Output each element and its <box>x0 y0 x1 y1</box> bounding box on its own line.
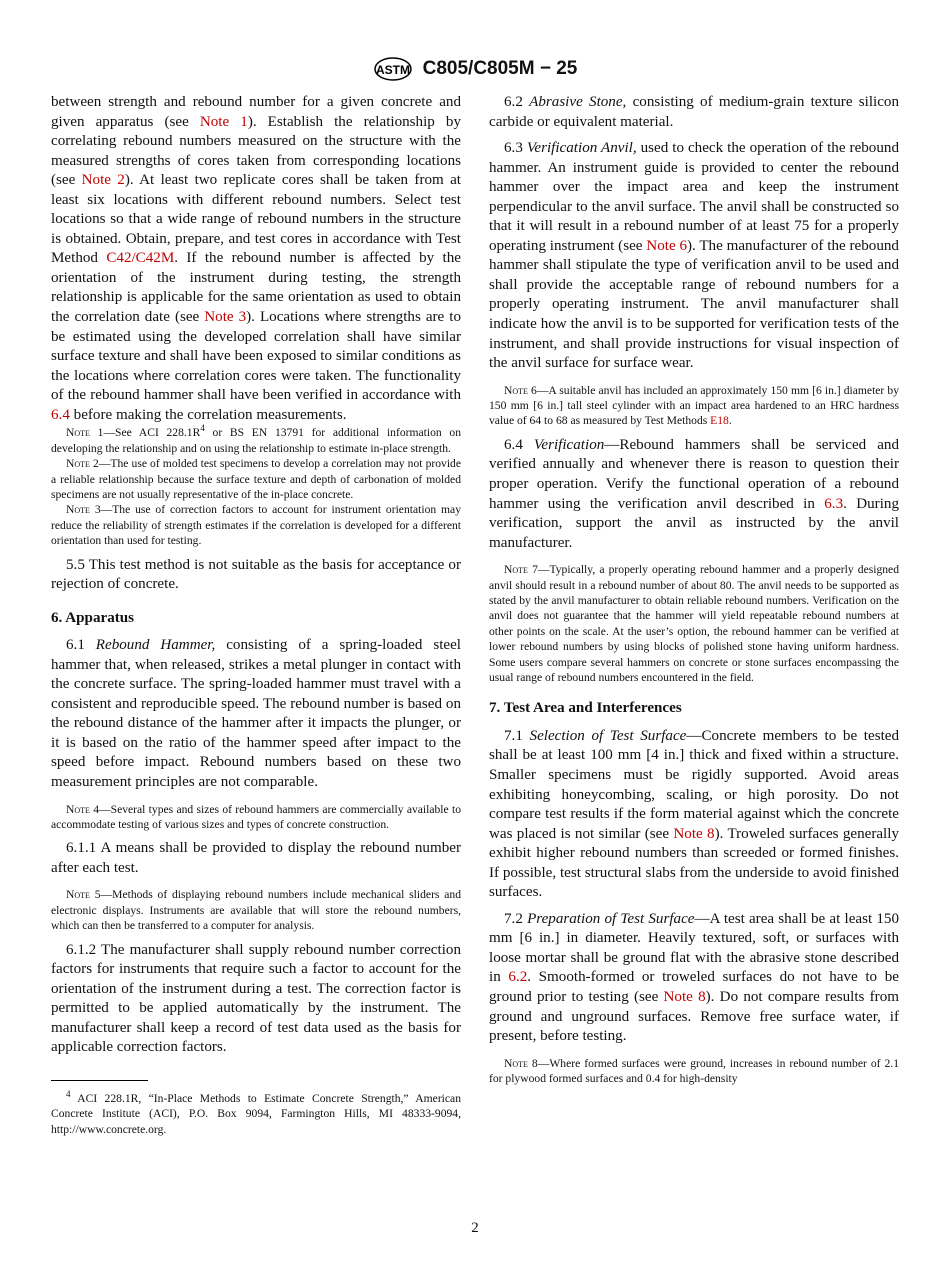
text-run: —A test area shall be at least 150 mm [6 in.] in diameter. Heavily textured, soft, or surfaces with loose mortar shall be ground flat with the abrasive stone described in <box>489 910 900 986</box>
text-run: 3—The use of correction factors to account for instrument orientation may reduce the reliability of strength estimates if the correlation is developed for a different orientation than used for testing. <box>51 503 461 548</box>
text-run: ). Establish the relationship by correlating rebound numbers measured on the structure with the measured strengths of cores taken from corresponding locations (see <box>51 113 461 189</box>
body-paragraph <box>489 436 899 553</box>
astm-logo <box>373 56 413 82</box>
footnote-marker: 4 <box>200 423 205 434</box>
body-paragraph <box>489 727 899 903</box>
text-run: 6.1.2 The manufacturer shall supply rebound number correction factors for instruments that require such a factor to account for the orientation of the instrument during a test. The correction factor is permitted to be applied automatically by the instrument. The manufacturer shall keep a record of test data used as the basis for applicable correction factors. <box>51 941 461 1056</box>
italic-term: Verification Anvil, <box>526 140 637 157</box>
text-run: —Rebound hammers shall be serviced and verified annually and whenever there is reason to question their proper operation. Verify the functional operation of a rebound hammer using the verification anvil described in <box>489 436 899 512</box>
text-run: 5—Methods of displaying rebound numbers include mechanical sliders and electronic displays. Instruments are available that will store the rebound numbers, which can then be transferred to a computer for analysis. <box>51 888 461 933</box>
svg-text:ASTM: ASTM <box>375 63 410 77</box>
cross-reference-link[interactable]: Note 1 <box>199 113 248 130</box>
text-run: ). Locations where strengths are to be estimated using the developed correlation shall have similar surface texture and shall have been exposed to similar conditions as the locations where correlation cores were taken. The functionality of the rebound hammer shall have been verified in accordance with <box>51 309 461 404</box>
text-run: ). The manufacturer of the rebound hammer shall stipulate the type of verification anvil to be used and shall provide the acceptable range of rebound numbers for a properly operating instrument. The anvil manufacturer shall indicate how the anvil is to be supported for verification tests of the instrument, and shall provide instructions for visual inspection of the anvil surface for surface wear. <box>489 237 899 372</box>
text-run: . During verification, support the anvil as instructed by the anvil manufacturer. <box>489 495 899 551</box>
text-run: 7.2 <box>504 910 528 927</box>
note-label: Note <box>504 563 528 577</box>
note-paragraph <box>489 562 899 685</box>
section-heading <box>51 609 461 629</box>
text-run: consisting of medium-grain texture silicon carbide or equivalent material. <box>489 94 900 130</box>
text-run: 6.1.1 A means shall be provided to display the rebound number after each test. <box>51 840 461 876</box>
italic-term: Rebound Hammer, <box>95 637 216 654</box>
body-paragraph <box>51 636 461 792</box>
cross-reference-link[interactable]: Note 8 <box>673 825 715 842</box>
text-run: 4—Several types and sizes of rebound hammers are commercially available to accommodate testing of various sizes and types of concrete construction. <box>51 802 461 831</box>
note-label: Note <box>504 1056 528 1070</box>
text-run: ). Troweled surfaces generally exhibit higher rebound numbers than screeded or formed finishes. If possible, test structural slabs from the underside to avoid finished surfaces. <box>489 825 899 901</box>
page-header <box>0 56 950 82</box>
text-run: 6.4 <box>504 436 534 453</box>
section-heading <box>489 699 899 719</box>
text-run: before making the correlation measurements. <box>69 406 347 423</box>
cross-reference-link[interactable]: Note 3 <box>204 309 247 326</box>
note-label: Note <box>66 888 90 902</box>
text-run: . Smooth-formed or troweled surfaces do not have to be ground prior to testing (see <box>489 969 899 1006</box>
body-paragraph <box>489 139 899 374</box>
text-run: ). At least two replicate cores shall be taken from at least six locations with different rebound numbers. Select test locations so that a wide range of rebound numbers in the structure is obtained. Obtain, prepare, and test cores in accordance with Test Method <box>51 172 461 267</box>
text-run: 7. Test Area and Interferences <box>489 700 682 717</box>
italic-term: Preparation of Test Surface <box>527 910 695 927</box>
note-label: Note <box>66 802 90 816</box>
cross-reference-link[interactable]: 6.4 <box>51 406 70 423</box>
body-paragraph <box>489 93 899 132</box>
text-run: 8—Where formed surfaces were ground, increases in rebound number of 2.1 for plywood formed surfaces and 0.4 for high-density <box>489 1056 899 1086</box>
body-paragraph <box>51 93 461 425</box>
right-column-body <box>489 93 899 1086</box>
footnote-marker: 4 <box>66 1089 71 1100</box>
text-run: . <box>728 414 732 428</box>
text-run: 6.1 <box>66 637 96 654</box>
text-run: between strength and rebound number for a given concrete and given apparatus (see <box>51 94 461 130</box>
text-run: ). Do not compare results from ground and unground surfaces. Remove free surface water, if present, before testing. <box>489 989 899 1045</box>
text-run: ACI 228.1R, “In-Place Methods to Estimate Concrete Strength,” American Concrete Institute (ACI), P.O. Box 9094, Farmington Hills, MI 48333-9094, http://www.concrete.org. <box>51 1091 461 1136</box>
text-run: consisting of a spring-loaded steel hammer that, when released, strikes a metal plunger in contact with the concrete surface. The spring-loaded hammer must travel with a consistent and reproducible speed. The rebound number is based on the rebound distance of the hammer after it impacts the plunger, or it is based on the ratio of the hammer speed after impact to the speed before impact. Rebound numbers based on these two measurement principles are not comparable. <box>51 637 461 790</box>
text-run: 6.2 <box>504 94 530 110</box>
footnote-divider <box>51 1080 148 1081</box>
note-paragraph <box>51 456 461 502</box>
note-label: Note <box>66 503 90 517</box>
note-paragraph <box>489 1056 899 1087</box>
right-column <box>489 93 899 1086</box>
cross-reference-link[interactable]: E18 <box>710 414 729 428</box>
text-run: 7.1 <box>504 727 530 744</box>
italic-term: Selection of Test Surface <box>529 727 687 744</box>
note-paragraph <box>489 383 899 429</box>
body-paragraph <box>51 839 461 878</box>
body-paragraph <box>489 910 899 1047</box>
text-run: 1—See ACI 228.1R <box>89 426 201 440</box>
page-number: 2 <box>471 1220 479 1236</box>
note-label: Note <box>504 383 528 397</box>
cross-reference-link[interactable]: C42/C42M <box>106 250 175 267</box>
cross-reference-link[interactable]: Note 2 <box>81 172 125 189</box>
italic-term: Verification <box>533 436 605 453</box>
cross-reference-link[interactable]: 6.3 <box>824 495 844 512</box>
note-paragraph <box>51 887 461 933</box>
text-run: 2—The use of molded test specimens to develop a correlation may not provide a reliable relationship because the surface texture and depth of carbonation of molded specimens are not usually representative of the in-place concrete. <box>51 457 461 501</box>
left-column <box>51 93 461 1137</box>
footnote-4 <box>51 1091 461 1137</box>
cross-reference-link[interactable]: Note 8 <box>663 989 706 1006</box>
text-run: or BS EN 13791 for additional information on developing the relationship and on using the relationship to estimate in-place strength. <box>51 426 461 455</box>
text-run: 6.3 <box>504 140 527 157</box>
body-paragraph <box>51 556 461 595</box>
note-paragraph <box>51 425 461 456</box>
standard-designation: C805/C805M − 25 <box>422 58 578 79</box>
note-label: Note <box>66 457 90 471</box>
left-column-body <box>51 93 461 1058</box>
text-run: 5.5 This test method is not suitable as the basis for acceptance or rejection of concrete. <box>51 556 461 593</box>
text-run: 6. Apparatus <box>51 609 135 626</box>
text-run: —Concrete members to be tested shall be at least 100 mm [4 in.] thick and fixed within a structure. Smaller specimens must be rigidly supported. Avoid areas exhibiting honeycombing, scaling, or high porosity. Do not compare test results if the form material against which the concrete was placed is not similar (see <box>489 727 900 842</box>
body-paragraph <box>51 941 461 1058</box>
note-paragraph <box>51 802 461 833</box>
cross-reference-link[interactable]: Note 6 <box>646 237 687 254</box>
text-run: 7—Typically, a properly operating rebound hammer and a properly designed anvil should result in a rebound number of about 80. The anvil needs to be supported as stated by the anvil manufacturer to obtain reliable rebound numbers. Verification on the anvil does not guarantee that the hammer will yield repeatable rebound numbers at other points on the scale. At the user’s option, the rebound hammer can be verified at lower rebound numbers by using blocks of polished stone having uniform hardness. Some users compare several hammers on concrete or stone surfaces encompassing the usual range of rebound numbers encountered in the field. <box>489 563 899 684</box>
note-label: Note <box>66 426 90 440</box>
cross-reference-link[interactable]: 6.2 <box>508 969 528 986</box>
text-run: 6—A suitable anvil has included an approximately 150 mm [6 in.] diameter by 150 mm [6 in.] tall steel cylinder with an impact area hardened to an HRC hardness value of 64 to 68 as measured by Test Methods <box>489 383 899 428</box>
text-run: used to check the operation of the rebound hammer. An instrument guide is provided to center the rebound hammer over the impact area and keep the instrument perpendicular to the anvil surface. The anvil shall be constructed so that it will result in a rebound number of at least 75 for a properly operating instrument (see <box>489 140 899 254</box>
italic-term: Abrasive Stone, <box>529 94 627 110</box>
text-run: . If the rebound number is affected by the orientation of the instrument during testing, the strength relationship is applicable for the same orientation as used to obtain the correlation date (see <box>51 250 461 326</box>
note-paragraph <box>51 502 461 548</box>
